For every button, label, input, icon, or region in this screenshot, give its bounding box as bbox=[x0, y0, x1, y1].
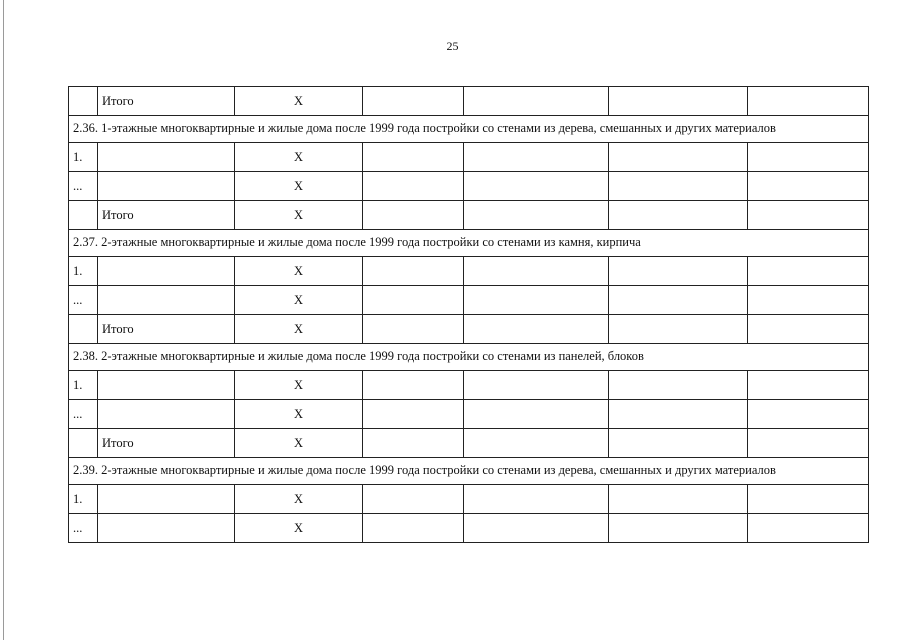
row-number-cell bbox=[69, 201, 98, 230]
table-row-total bbox=[69, 201, 869, 230]
section-header-row bbox=[69, 116, 869, 143]
x-mark: Х bbox=[235, 286, 363, 315]
empty-cell bbox=[748, 172, 869, 201]
empty-cell bbox=[98, 143, 235, 172]
x-mark: Х bbox=[235, 201, 363, 230]
empty-cell bbox=[748, 400, 869, 429]
empty-cell bbox=[748, 371, 869, 400]
table-row bbox=[69, 257, 869, 286]
empty-cell bbox=[609, 201, 748, 230]
empty-cell bbox=[98, 485, 235, 514]
empty-cell bbox=[748, 201, 869, 230]
table-row bbox=[69, 286, 869, 315]
table-row bbox=[69, 400, 869, 429]
empty-cell bbox=[609, 400, 748, 429]
row-number-cell bbox=[69, 87, 98, 116]
x-mark: Х bbox=[235, 315, 363, 344]
empty-cell bbox=[609, 172, 748, 201]
empty-cell bbox=[363, 429, 464, 458]
empty-cell bbox=[748, 143, 869, 172]
section-title: 2.39. 2-этажные многоквартирные и жилые дома после 1999 года постройки со стенами из дерева, смешанных и других материалов bbox=[69, 458, 869, 485]
empty-cell bbox=[748, 257, 869, 286]
section-header-row bbox=[69, 230, 869, 257]
empty-cell bbox=[609, 257, 748, 286]
empty-cell bbox=[363, 172, 464, 201]
empty-cell bbox=[363, 371, 464, 400]
empty-cell bbox=[748, 286, 869, 315]
row-number-cell bbox=[69, 315, 98, 344]
empty-cell bbox=[609, 315, 748, 344]
empty-cell bbox=[748, 315, 869, 344]
empty-cell bbox=[464, 429, 609, 458]
section-header-row bbox=[69, 344, 869, 371]
row-number: 1. bbox=[69, 143, 98, 172]
table-row-total bbox=[69, 87, 869, 116]
empty-cell bbox=[464, 315, 609, 344]
table-row-total bbox=[69, 429, 869, 458]
x-mark: Х bbox=[235, 400, 363, 429]
table-row-total bbox=[69, 315, 869, 344]
empty-cell bbox=[98, 257, 235, 286]
total-label: Итого bbox=[98, 315, 235, 344]
empty-cell bbox=[98, 400, 235, 429]
x-mark: Х bbox=[235, 172, 363, 201]
x-mark: Х bbox=[235, 143, 363, 172]
empty-cell bbox=[363, 400, 464, 429]
empty-cell bbox=[363, 143, 464, 172]
empty-cell bbox=[748, 485, 869, 514]
empty-cell bbox=[464, 514, 609, 543]
empty-cell bbox=[609, 87, 748, 116]
empty-cell bbox=[98, 286, 235, 315]
empty-cell bbox=[609, 429, 748, 458]
table-row bbox=[69, 143, 869, 172]
x-mark: Х bbox=[235, 429, 363, 458]
row-number: ... bbox=[69, 286, 98, 315]
x-mark: Х bbox=[235, 485, 363, 514]
row-number: 1. bbox=[69, 371, 98, 400]
section-title: 2.36. 1-этажные многоквартирные и жилые дома после 1999 года постройки со стенами из дерева, смешанных и других материалов bbox=[69, 116, 869, 143]
empty-cell bbox=[609, 371, 748, 400]
table-row bbox=[69, 485, 869, 514]
empty-cell bbox=[748, 87, 869, 116]
page-number: 25 bbox=[446, 39, 459, 53]
table-row bbox=[69, 371, 869, 400]
section-title: 2.37. 2-этажные многоквартирные и жилые дома после 1999 года постройки со стенами из камня, кирпича bbox=[69, 230, 869, 257]
total-label: Итого bbox=[98, 429, 235, 458]
row-number: ... bbox=[69, 172, 98, 201]
empty-cell bbox=[609, 514, 748, 543]
row-number: ... bbox=[69, 514, 98, 543]
empty-cell bbox=[98, 514, 235, 543]
empty-cell bbox=[748, 514, 869, 543]
row-number: 1. bbox=[69, 485, 98, 514]
empty-cell bbox=[363, 315, 464, 344]
empty-cell bbox=[609, 286, 748, 315]
table-row bbox=[69, 514, 869, 543]
row-number: 1. bbox=[69, 257, 98, 286]
empty-cell bbox=[363, 201, 464, 230]
page-left-edge-line bbox=[3, 0, 4, 640]
empty-cell bbox=[609, 143, 748, 172]
empty-cell bbox=[363, 286, 464, 315]
empty-cell bbox=[464, 201, 609, 230]
empty-cell bbox=[363, 257, 464, 286]
x-mark: Х bbox=[235, 257, 363, 286]
empty-cell bbox=[464, 400, 609, 429]
empty-cell bbox=[363, 87, 464, 116]
empty-cell bbox=[464, 87, 609, 116]
row-number-cell bbox=[69, 429, 98, 458]
empty-cell bbox=[748, 429, 869, 458]
empty-cell bbox=[464, 485, 609, 514]
empty-cell bbox=[98, 371, 235, 400]
section-title: 2.38. 2-этажные многоквартирные и жилые дома после 1999 года постройки со стенами из панелей, блоков bbox=[69, 344, 869, 371]
section-header-row bbox=[69, 458, 869, 485]
total-label: Итого bbox=[98, 201, 235, 230]
total-label: Итого bbox=[98, 87, 235, 116]
empty-cell bbox=[363, 485, 464, 514]
x-mark: Х bbox=[235, 87, 363, 116]
row-number: ... bbox=[69, 400, 98, 429]
x-mark: Х bbox=[235, 371, 363, 400]
empty-cell bbox=[464, 257, 609, 286]
empty-cell bbox=[464, 172, 609, 201]
empty-cell bbox=[464, 143, 609, 172]
empty-cell bbox=[363, 514, 464, 543]
empty-cell bbox=[464, 286, 609, 315]
empty-cell bbox=[464, 371, 609, 400]
table-row bbox=[69, 172, 869, 201]
x-mark: Х bbox=[235, 514, 363, 543]
empty-cell bbox=[98, 172, 235, 201]
empty-cell bbox=[609, 485, 748, 514]
data-table bbox=[68, 86, 869, 543]
